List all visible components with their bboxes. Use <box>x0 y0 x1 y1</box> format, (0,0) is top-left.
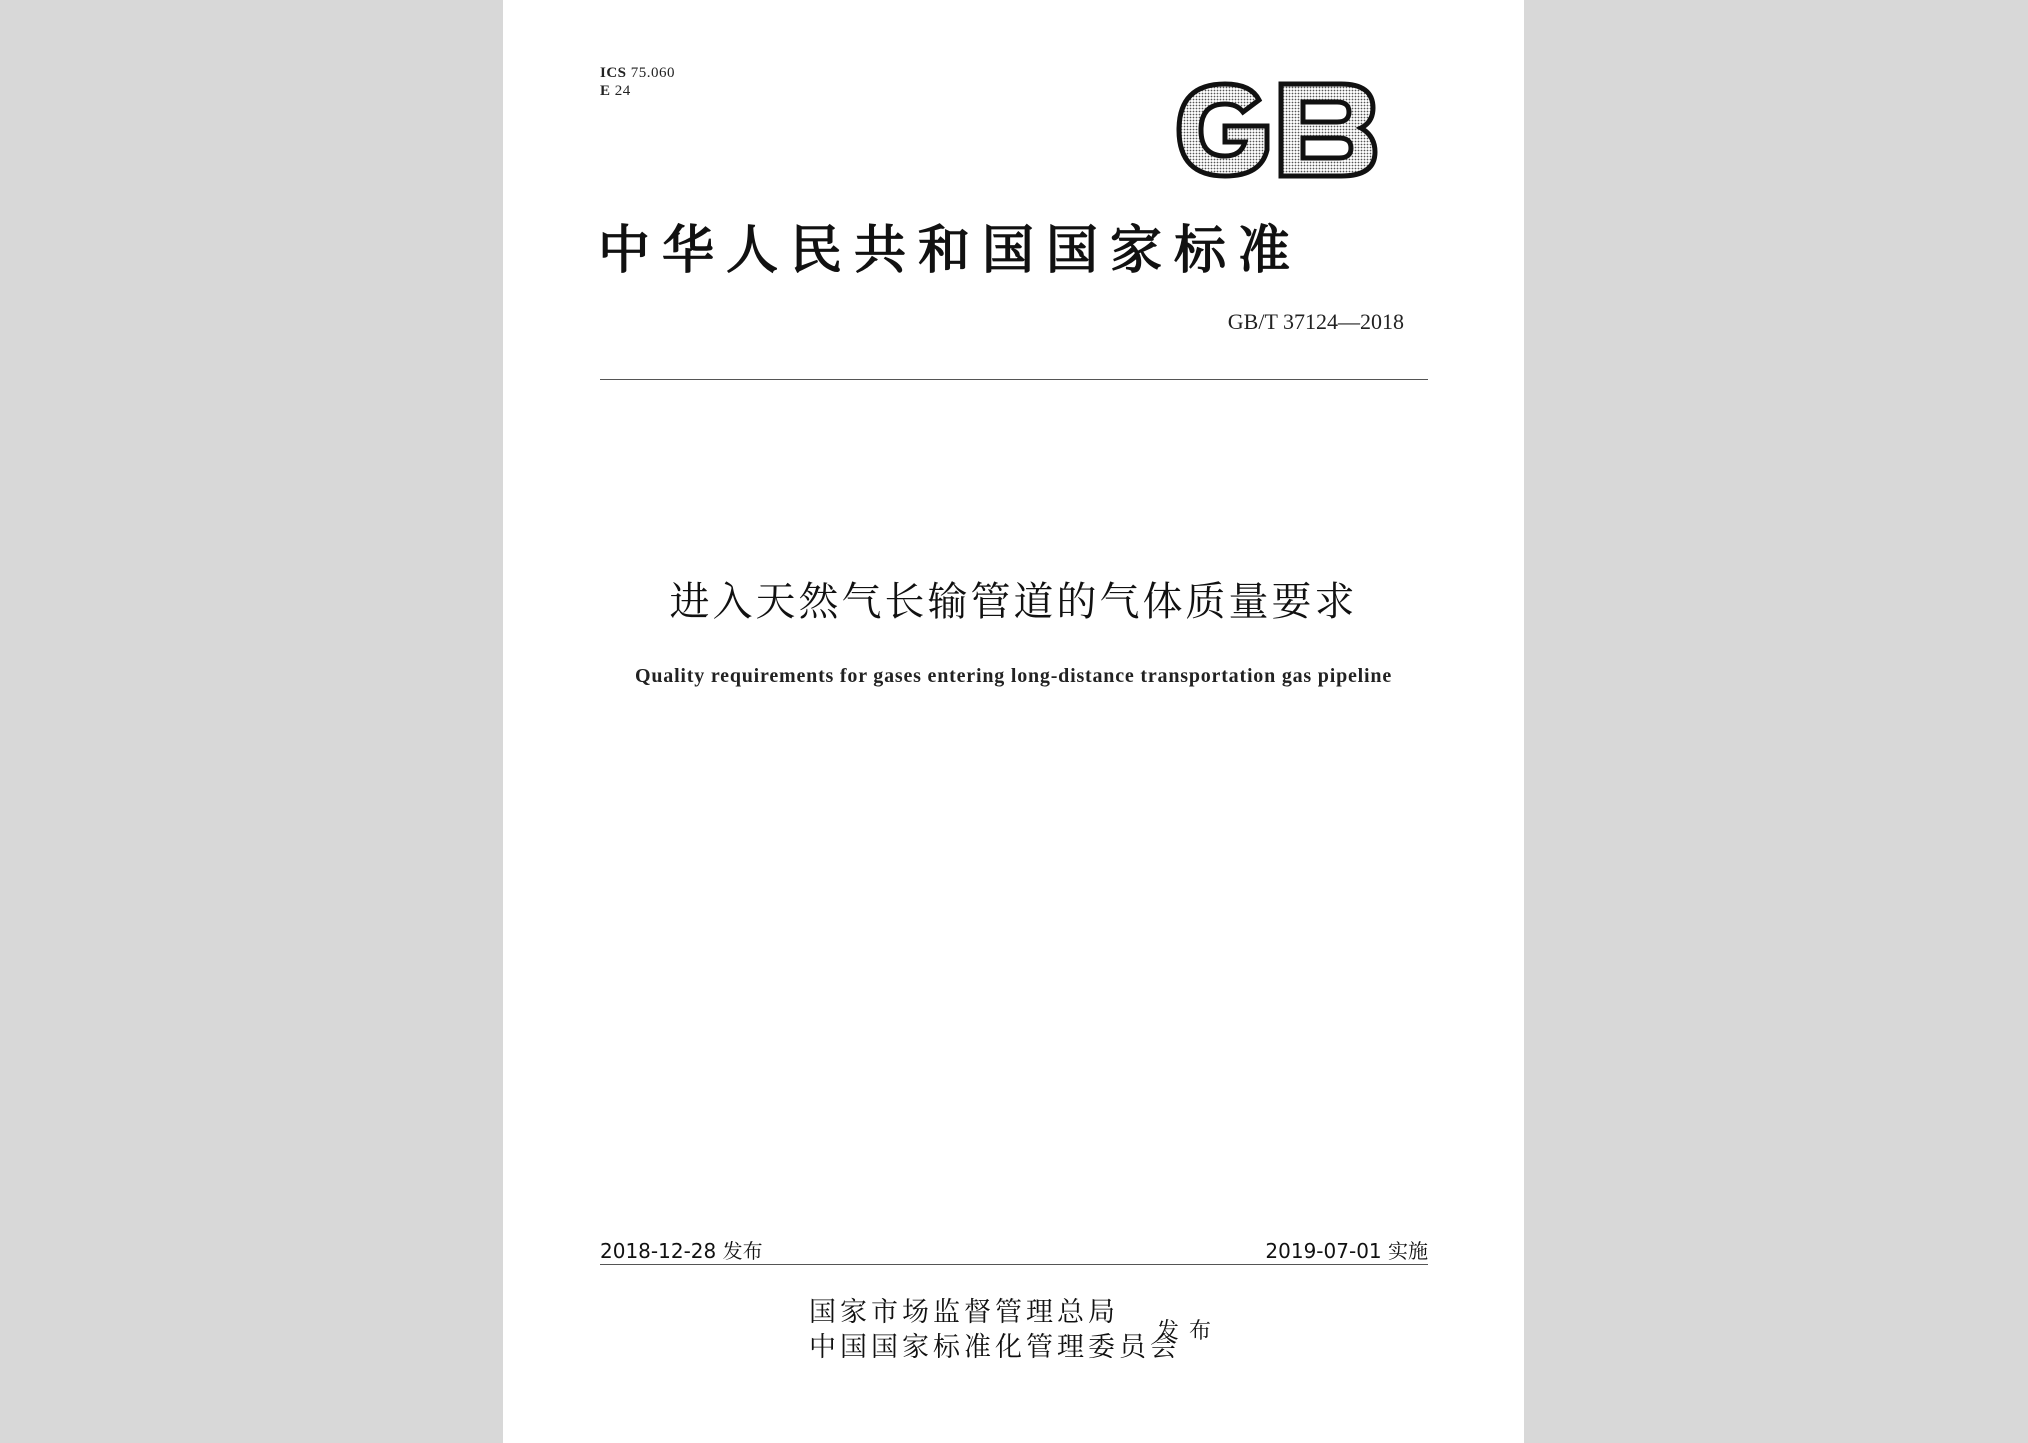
document-title-cn: 进入天然气长输管道的气体质量要求 <box>669 579 1358 625</box>
document-title-en: Quality requirements for gases entering long-distance transportation gas pipeline <box>634 665 1393 687</box>
classification-codes <box>600 64 675 100</box>
gb-logo-b-shape <box>1281 84 1375 176</box>
gb-logo <box>1171 80 1379 180</box>
publish-label: 发布 <box>1157 1319 1222 1344</box>
ccs-code: 24 <box>614 83 631 99</box>
issuer-line-2: 中国国家标准化管理委员会 <box>809 1332 1181 1363</box>
ics-label: ICS <box>600 65 627 81</box>
standard-number: GB/T 37124—2018 <box>1227 309 1404 334</box>
ccs-line <box>600 82 675 100</box>
gb-logo-g-shape <box>1179 84 1267 176</box>
implementation-date: 2019-07-01 实施 <box>1265 1239 1428 1263</box>
ics-line <box>600 64 675 82</box>
ics-code: 75.060 <box>630 65 676 81</box>
document-page <box>503 0 1524 1443</box>
issuer-line-1: 国家市场监督管理总局 <box>809 1297 1119 1328</box>
issuing-authorities <box>809 1295 1181 1365</box>
ccs-label: E <box>600 83 611 99</box>
issue-date: 2018-12-28 发布 <box>600 1239 763 1263</box>
bottom-divider <box>600 1264 1428 1265</box>
national-standard-title: 中华人民共和国国家标准 <box>598 220 1303 281</box>
top-divider <box>600 379 1428 380</box>
